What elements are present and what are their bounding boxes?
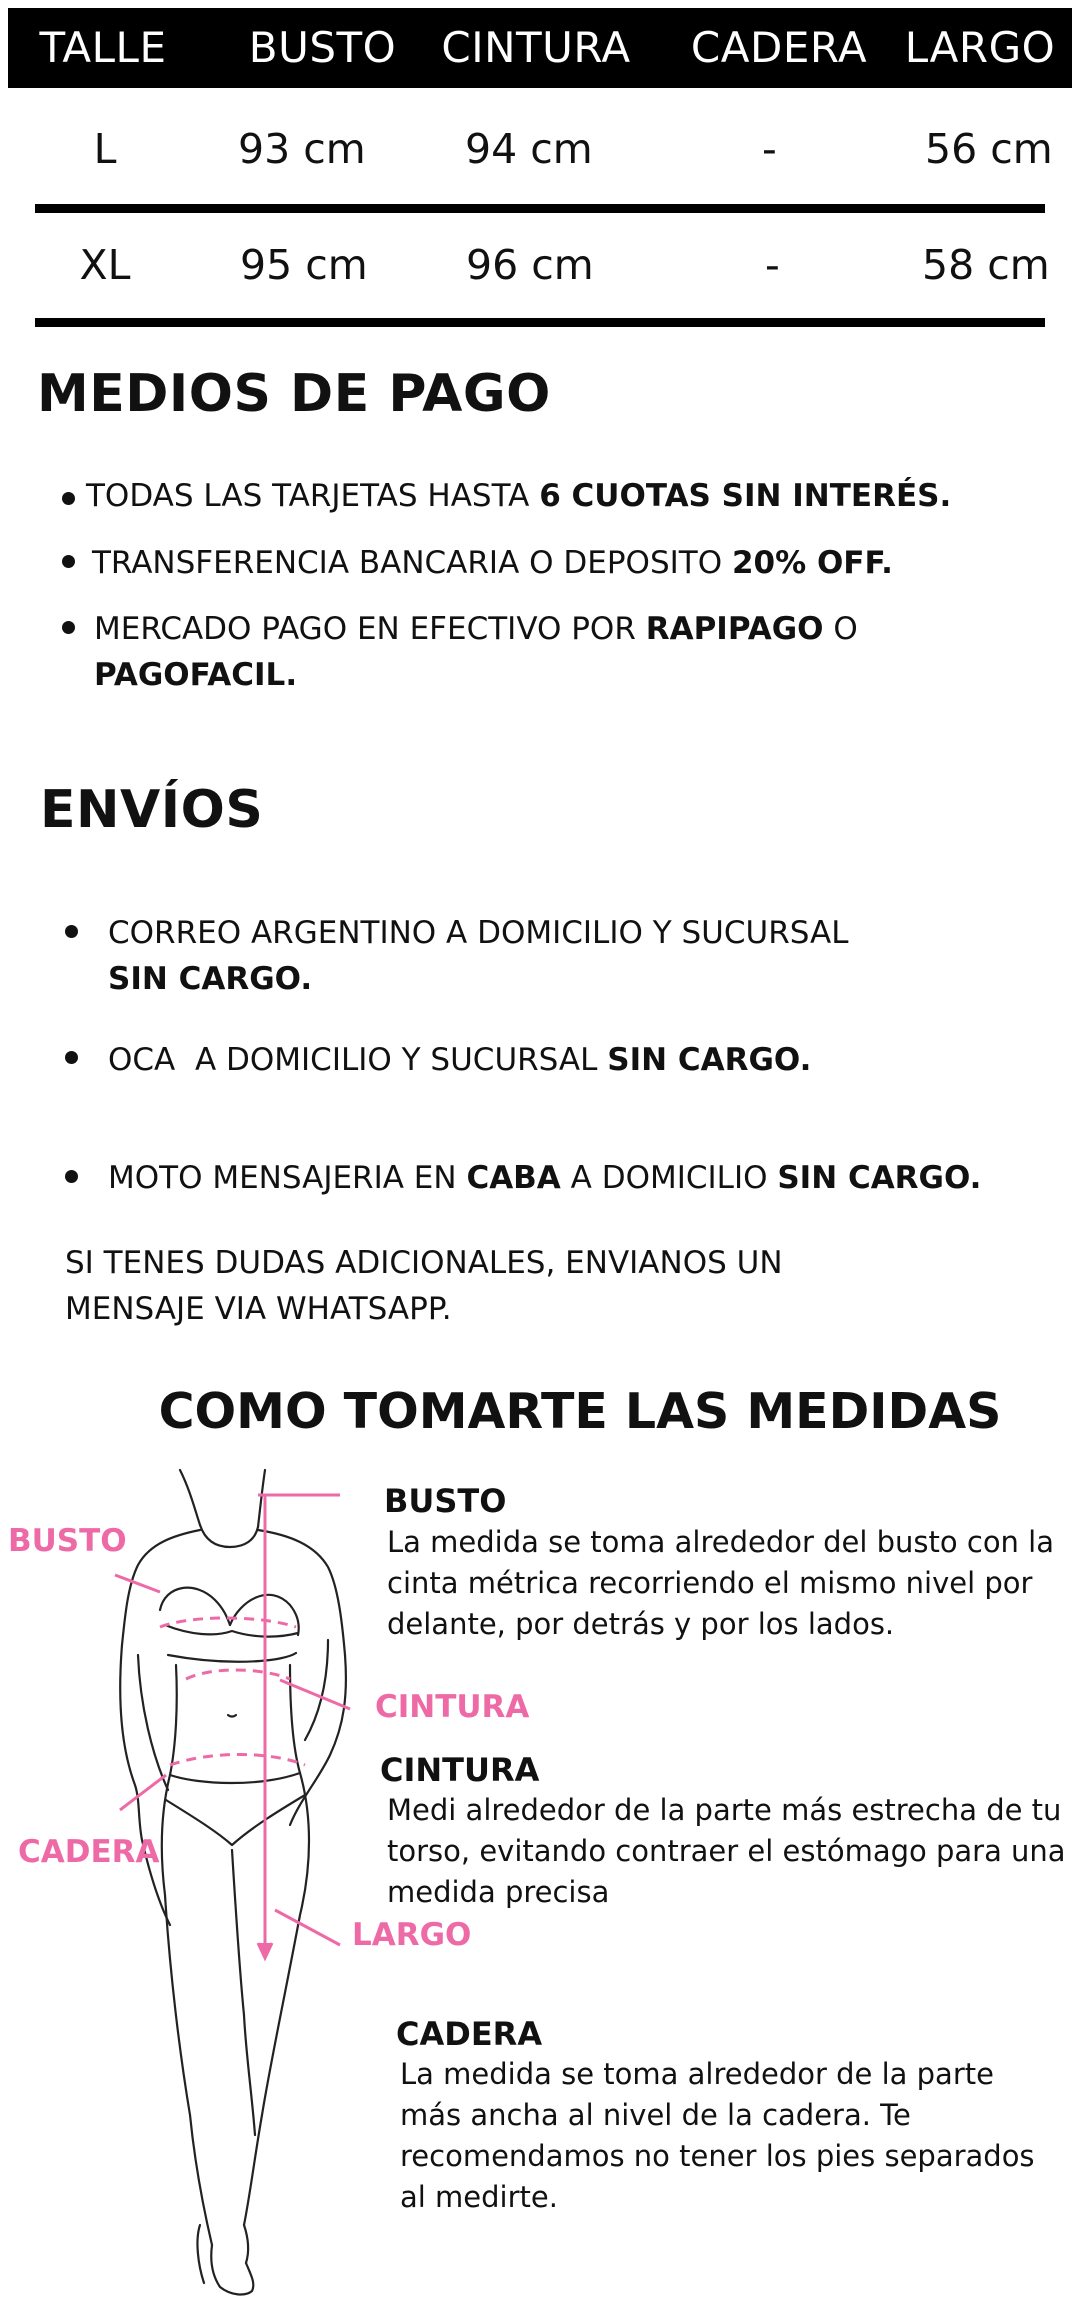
header-busto: BUSTO [248, 23, 397, 72]
shipping-title: ENVÍOS [40, 780, 264, 840]
header-talle: TALLE [39, 23, 167, 72]
cadera-description [400, 2054, 1035, 2218]
header-largo: LARGO [904, 23, 1056, 72]
desc-line: medida precisa [387, 1875, 610, 1909]
list-item [108, 1155, 981, 1201]
table-row [0, 104, 1080, 194]
table-divider [35, 204, 1045, 213]
list-item [108, 1037, 811, 1083]
item-text: CORREO ARGENTINO A DOMICILIO Y SUCURSAL [108, 915, 849, 951]
desc-line: al medirte. [400, 2180, 558, 2214]
list-item [86, 473, 951, 519]
item-bold: CABA [466, 1160, 561, 1196]
label-cadera: CADERA [18, 1834, 160, 1870]
cell-talle: XL [79, 241, 131, 289]
desc-line: recomendamos no tener los pies separados [400, 2139, 1035, 2173]
item-text: MERCADO PAGO EN EFECTIVO POR [94, 611, 646, 647]
desc-line: La medida se toma alrededor del busto con la [387, 1525, 1054, 1559]
cell-cintura: 94 cm [465, 125, 593, 173]
desc-line: más ancha al nivel de la cadera. Te [400, 2098, 911, 2132]
label-largo: LARGO [352, 1917, 472, 1953]
cell-largo: 56 cm [925, 125, 1053, 173]
bullet-icon [62, 555, 75, 568]
item-text: OCA A DOMICILIO Y SUCURSAL [108, 1042, 608, 1078]
cell-talle: L [93, 125, 117, 173]
item-bold: 20% OFF. [731, 545, 893, 581]
bullet-icon [62, 621, 75, 634]
label-busto: BUSTO [8, 1523, 127, 1559]
cell-largo: 58 cm [922, 241, 1050, 289]
body-figure-illustration [0, 1455, 380, 2300]
note-line: SI TENES DUDAS ADICIONALES, ENVIANOS UN [65, 1245, 783, 1281]
item-text: TODAS LAS TARJETAS HASTA [86, 478, 540, 514]
cell-busto: 93 cm [238, 125, 366, 173]
item-text: A DOMICILIO [560, 1160, 778, 1196]
item-bold: 6 CUOTAS SIN INTERÉS. [539, 478, 952, 514]
item-text: TRANSFERENCIA BANCARIA O DEPOSITO [92, 545, 732, 581]
desc-line: La medida se toma alrededor de la parte [400, 2057, 994, 2091]
cintura-title: CINTURA [380, 1751, 540, 1789]
header-cadera: CADERA [690, 23, 868, 72]
desc-line: torso, evitando contraer el estómago para una [387, 1834, 1066, 1868]
bullet-icon [62, 492, 75, 505]
cell-cadera: - [765, 241, 780, 289]
cell-busto: 95 cm [240, 241, 368, 289]
item-bold: SIN CARGO. [108, 961, 313, 997]
desc-line: delante, por detrás y por los lados. [387, 1607, 895, 1641]
cell-cadera: - [762, 125, 777, 173]
item-text: MOTO MENSAJERIA EN [108, 1160, 467, 1196]
desc-line: cinta métrica recorriendo el mismo nivel por [387, 1566, 1033, 1600]
cadera-title: CADERA [396, 2015, 543, 2053]
busto-title: BUSTO [384, 1482, 507, 1520]
table-row [0, 220, 1080, 310]
cintura-description [387, 1790, 1066, 1913]
desc-line: Medi alrededor de la parte más estrecha de tu [387, 1793, 1062, 1827]
header-cintura: CINTURA [441, 23, 631, 72]
list-item [94, 606, 858, 698]
item-bold: SIN CARGO. [777, 1160, 982, 1196]
label-cintura: CINTURA [375, 1689, 530, 1725]
item-bold: PAGOFACIL. [94, 657, 298, 693]
list-item [92, 540, 893, 586]
table-divider [35, 318, 1045, 327]
item-bold: SIN CARGO. [607, 1042, 812, 1078]
measure-title: COMO TOMARTE LAS MEDIDAS [158, 1383, 1002, 1440]
bullet-icon [65, 925, 78, 938]
busto-description [387, 1522, 1054, 1645]
bullet-icon [65, 1051, 78, 1064]
item-text: O [823, 611, 858, 647]
size-table-header [8, 8, 1072, 88]
list-item [108, 910, 848, 1002]
contact-note [65, 1240, 783, 1332]
note-line: MENSAJE VIA WHATSAPP. [65, 1291, 452, 1327]
bullet-icon [65, 1170, 78, 1183]
item-bold: RAPIPAGO [645, 611, 824, 647]
cell-cintura: 96 cm [466, 241, 594, 289]
payment-title: MEDIOS DE PAGO [37, 364, 551, 424]
